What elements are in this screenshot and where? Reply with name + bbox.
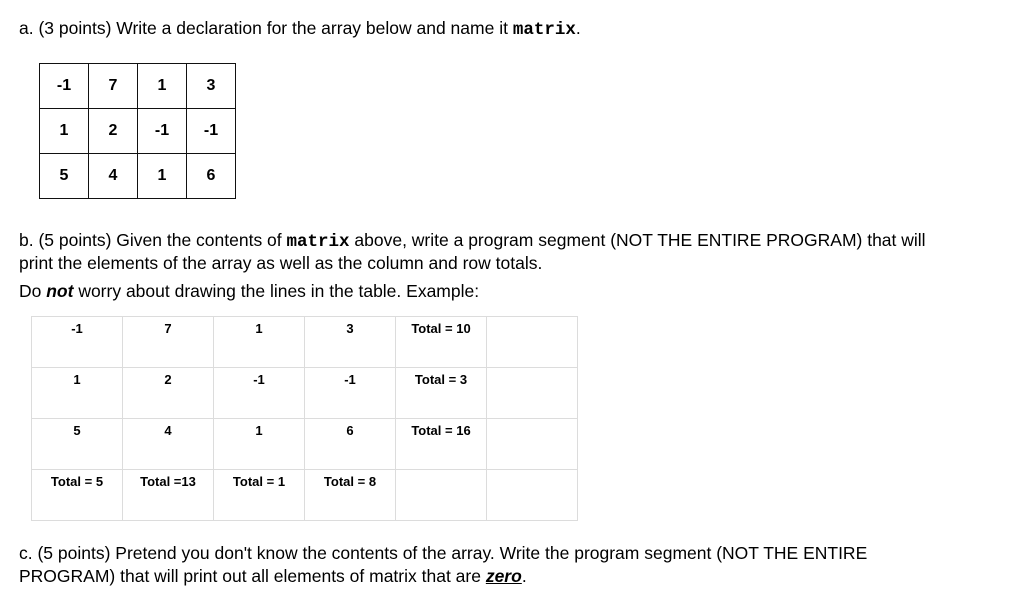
part-c-prefix: PROGRAM) that will print out all elements of matrix that are — [19, 566, 486, 586]
example-column-total-cell: Total = 5 — [32, 470, 123, 521]
example-row — [32, 419, 578, 470]
matrix-cell: 6 — [187, 154, 236, 199]
example-cell: -1 — [214, 368, 305, 419]
example-cell: 7 — [123, 317, 214, 368]
example-cell: 1 — [214, 419, 305, 470]
example-cell: 6 — [305, 419, 396, 470]
example-row-total-cell — [487, 317, 578, 368]
part-a-question — [19, 17, 581, 41]
example-table — [31, 316, 578, 521]
example-cell: Total = 3 — [396, 368, 487, 419]
example-cell: 4 — [123, 419, 214, 470]
part-b-emphasis: not — [46, 281, 74, 301]
part-b-prefix: b. (5 points) Given the contents of — [19, 230, 287, 250]
matrix-cell: 2 — [89, 109, 138, 154]
matrix-cell: 1 — [138, 154, 187, 199]
part-b-line3-suffix: worry about drawing the lines in the table. Example: — [73, 281, 480, 301]
example-cell: 1 — [32, 368, 123, 419]
part-b-line2: print the elements of the array as well as the column and row totals. — [19, 253, 543, 273]
example-row-total-cell — [487, 368, 578, 419]
example-cell: 5 — [32, 419, 123, 470]
example-column-total-cell: Total = 8 — [305, 470, 396, 521]
example-cell: Total = 10 — [396, 317, 487, 368]
part-b-line1 — [19, 229, 926, 253]
matrix-row — [40, 109, 236, 154]
matrix-cell: 4 — [89, 154, 138, 199]
part-c-emphasis: zero — [485, 566, 522, 586]
matrix-cell: 1 — [40, 109, 89, 154]
example-cell: -1 — [32, 317, 123, 368]
example-column-total-cell: Total =13 — [123, 470, 214, 521]
example-cell: Total = 16 — [396, 419, 487, 470]
matrix-row — [40, 154, 236, 199]
example-cell: 2 — [123, 368, 214, 419]
matrix-cell: -1 — [138, 109, 187, 154]
matrix-cell: 3 — [187, 64, 236, 109]
matrix-cell: 5 — [40, 154, 89, 199]
example-cell — [396, 470, 487, 521]
part-a-code: matrix — [512, 20, 576, 40]
example-row — [32, 470, 578, 521]
part-b-code: matrix — [286, 232, 350, 252]
part-b-line3 — [19, 280, 479, 302]
part-b-suffix: above, write a program segment (NOT THE ENTIRE PROGRAM) that will — [349, 230, 926, 250]
example-cell: 3 — [305, 317, 396, 368]
part-a-suffix: . — [575, 18, 581, 38]
matrix-row — [40, 64, 236, 109]
example-row-total-cell — [487, 419, 578, 470]
part-c-line1: c. (5 points) Pretend you don't know the contents of the array. Write the program segment (NOT THE ENTIRE — [19, 543, 868, 563]
example-cell: -1 — [305, 368, 396, 419]
part-a-prefix: a. (3 points) Write a declaration for the array below and name it — [19, 18, 513, 38]
example-column-total-cell: Total = 1 — [214, 470, 305, 521]
matrix-table — [39, 63, 236, 199]
part-c-suffix: . — [521, 566, 527, 586]
matrix-cell: 7 — [89, 64, 138, 109]
matrix-cell: -1 — [187, 109, 236, 154]
example-cell: 1 — [214, 317, 305, 368]
part-b-line3-prefix: Do — [19, 281, 47, 301]
example-cell — [487, 470, 578, 521]
part-c-line2 — [19, 565, 527, 587]
example-row — [32, 317, 578, 368]
matrix-cell: -1 — [40, 64, 89, 109]
matrix-cell: 1 — [138, 64, 187, 109]
example-row — [32, 368, 578, 419]
